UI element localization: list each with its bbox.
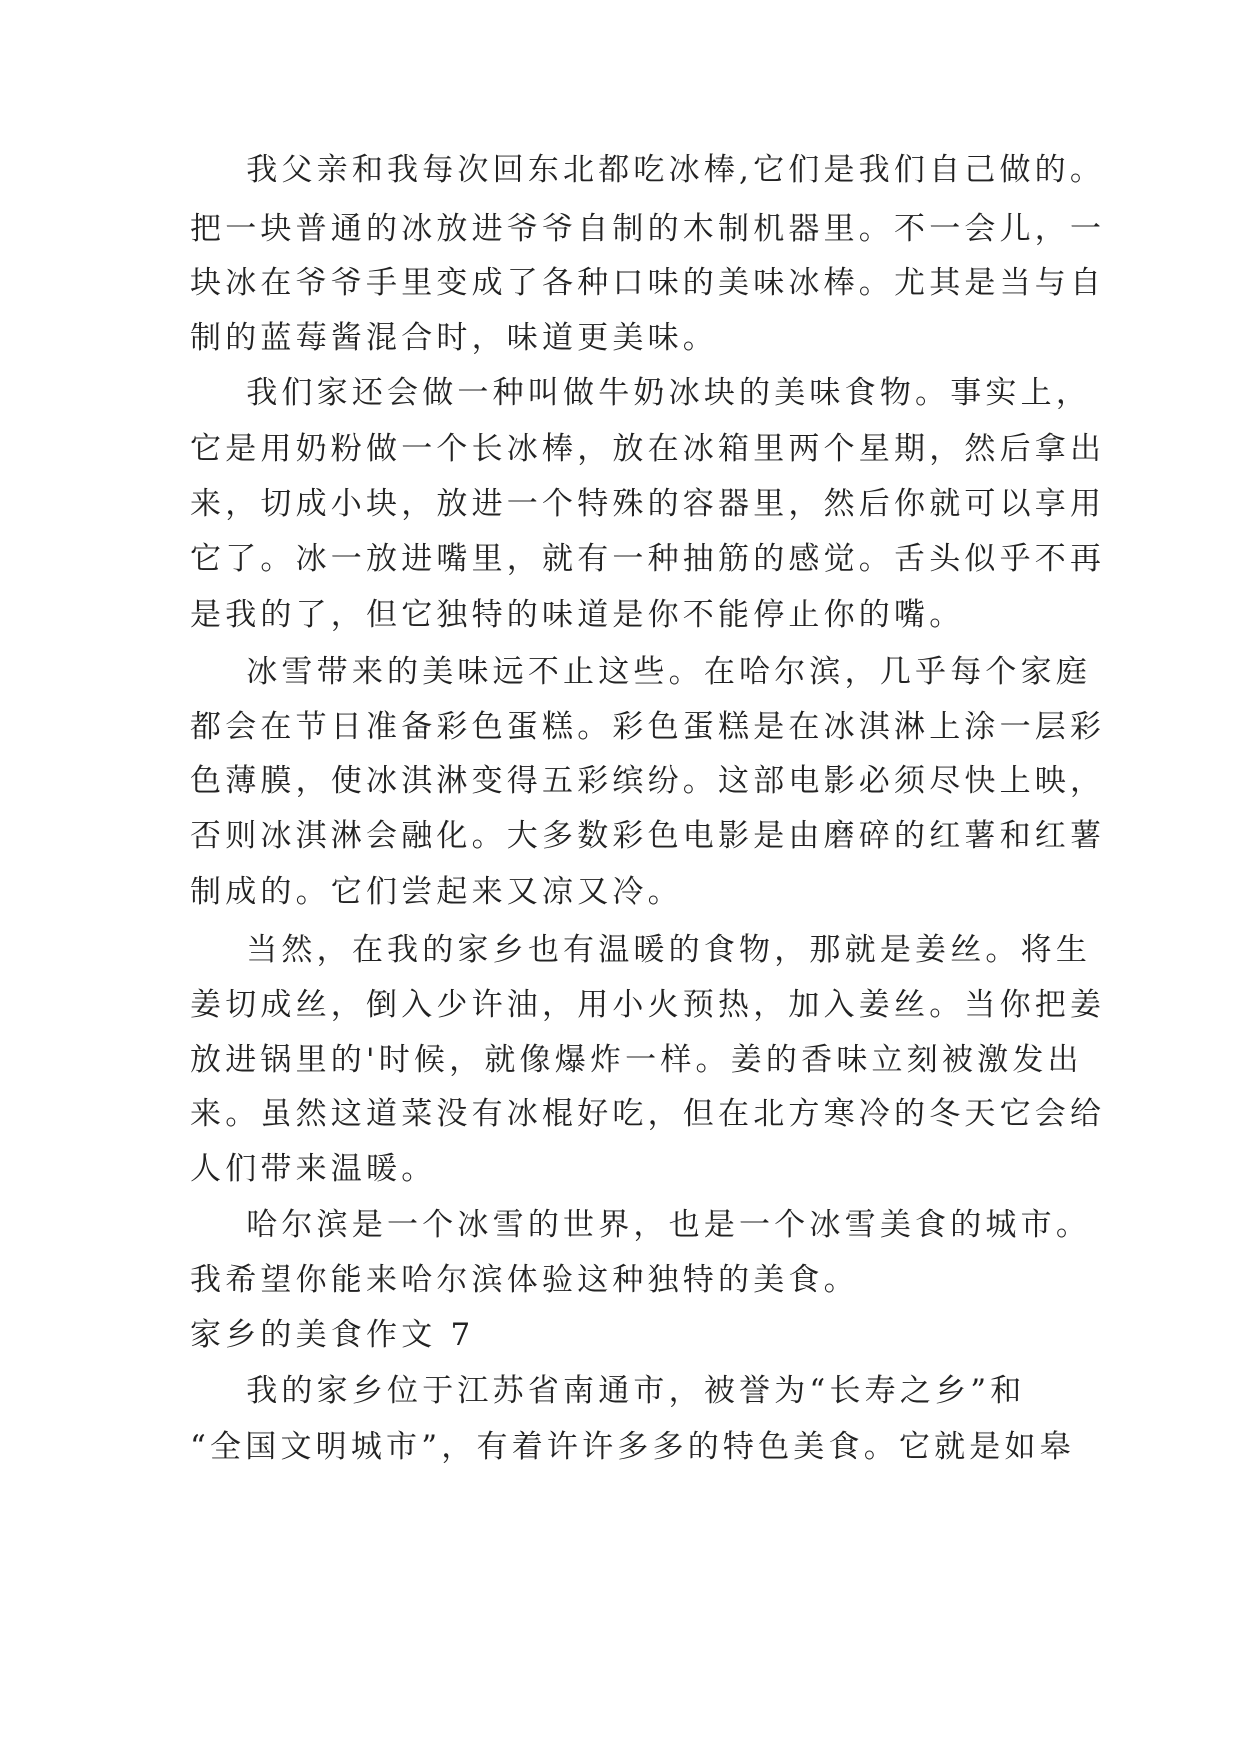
section-heading: 家乡的美食作文 7 [190, 1317, 475, 1353]
text-line: 人们带来温暖。 [190, 1151, 437, 1187]
text-line: 都会在节日准备彩色蛋糕。彩色蛋糕是在冰淇淋上涂一层彩 [190, 709, 1106, 745]
text-line: 把一块普通的冰放进爷爷自制的木制机器里。不一会儿，一 [190, 211, 1106, 247]
text-line: 哈尔滨是一个冰雪的世界，也是一个冰雪美食的城市。 [190, 1207, 1092, 1243]
text-line: 它了。冰一放进嘴里，就有一种抽筋的感觉。舌头似乎不再 [190, 541, 1106, 577]
text-line: 我的家乡位于江苏省南通市，被誉为“长寿之乡”和 [190, 1373, 1026, 1409]
text-line: 块冰在爷爷手里变成了各种口味的美味冰棒。尤其是当与自 [190, 265, 1106, 301]
text-line: 放进锅里的'时候，就像爆炸一样。姜的香味立刻被激发出 [190, 1042, 1083, 1078]
text-line: 当然，在我的家乡也有温暖的食物，那就是姜丝。将生 [190, 932, 1092, 968]
text-line: 来，切成小块，放进一个特殊的容器里，然后你就可以享用 [190, 486, 1106, 522]
text-line: 它是用奶粉做一个长冰棒，放在冰箱里两个星期，然后拿出 [190, 431, 1106, 467]
text-line: 我希望你能来哈尔滨体验这种独特的美食。 [190, 1262, 859, 1298]
text-line: 我父亲和我每次回东北都吃冰棒,它们是我们自己做的。 [190, 152, 1106, 188]
text-line: 冰雪带来的美味远不止这些。在哈尔滨，几乎每个家庭 [190, 654, 1092, 690]
text-line: 制的蓝莓酱混合时，味道更美味。 [190, 320, 718, 356]
text-line: 姜切成丝，倒入少许油，用小火预热，加入姜丝。当你把姜 [190, 987, 1106, 1023]
text-line: 色薄膜，使冰淇淋变得五彩缤纷。这部电影必须尽快上映， [190, 763, 1106, 799]
text-line: 否则冰淇淋会融化。大多数彩色电影是由磨碎的红薯和红薯 [190, 818, 1106, 854]
text-line: 制成的。它们尝起来又凉又冷。 [190, 874, 683, 910]
text-line: 来。虽然这道菜没有冰棍好吃，但在北方寒冷的冬天它会给 [190, 1096, 1106, 1132]
text-line: 是我的了，但它独特的味道是你不能停止你的嘴。 [190, 597, 965, 633]
text-line: “全国文明城市”，有着许许多多的特色美食。它就是如皋 [190, 1429, 1075, 1465]
text-line: 我们家还会做一种叫做牛奶冰块的美味食物。事实上， [190, 375, 1092, 411]
